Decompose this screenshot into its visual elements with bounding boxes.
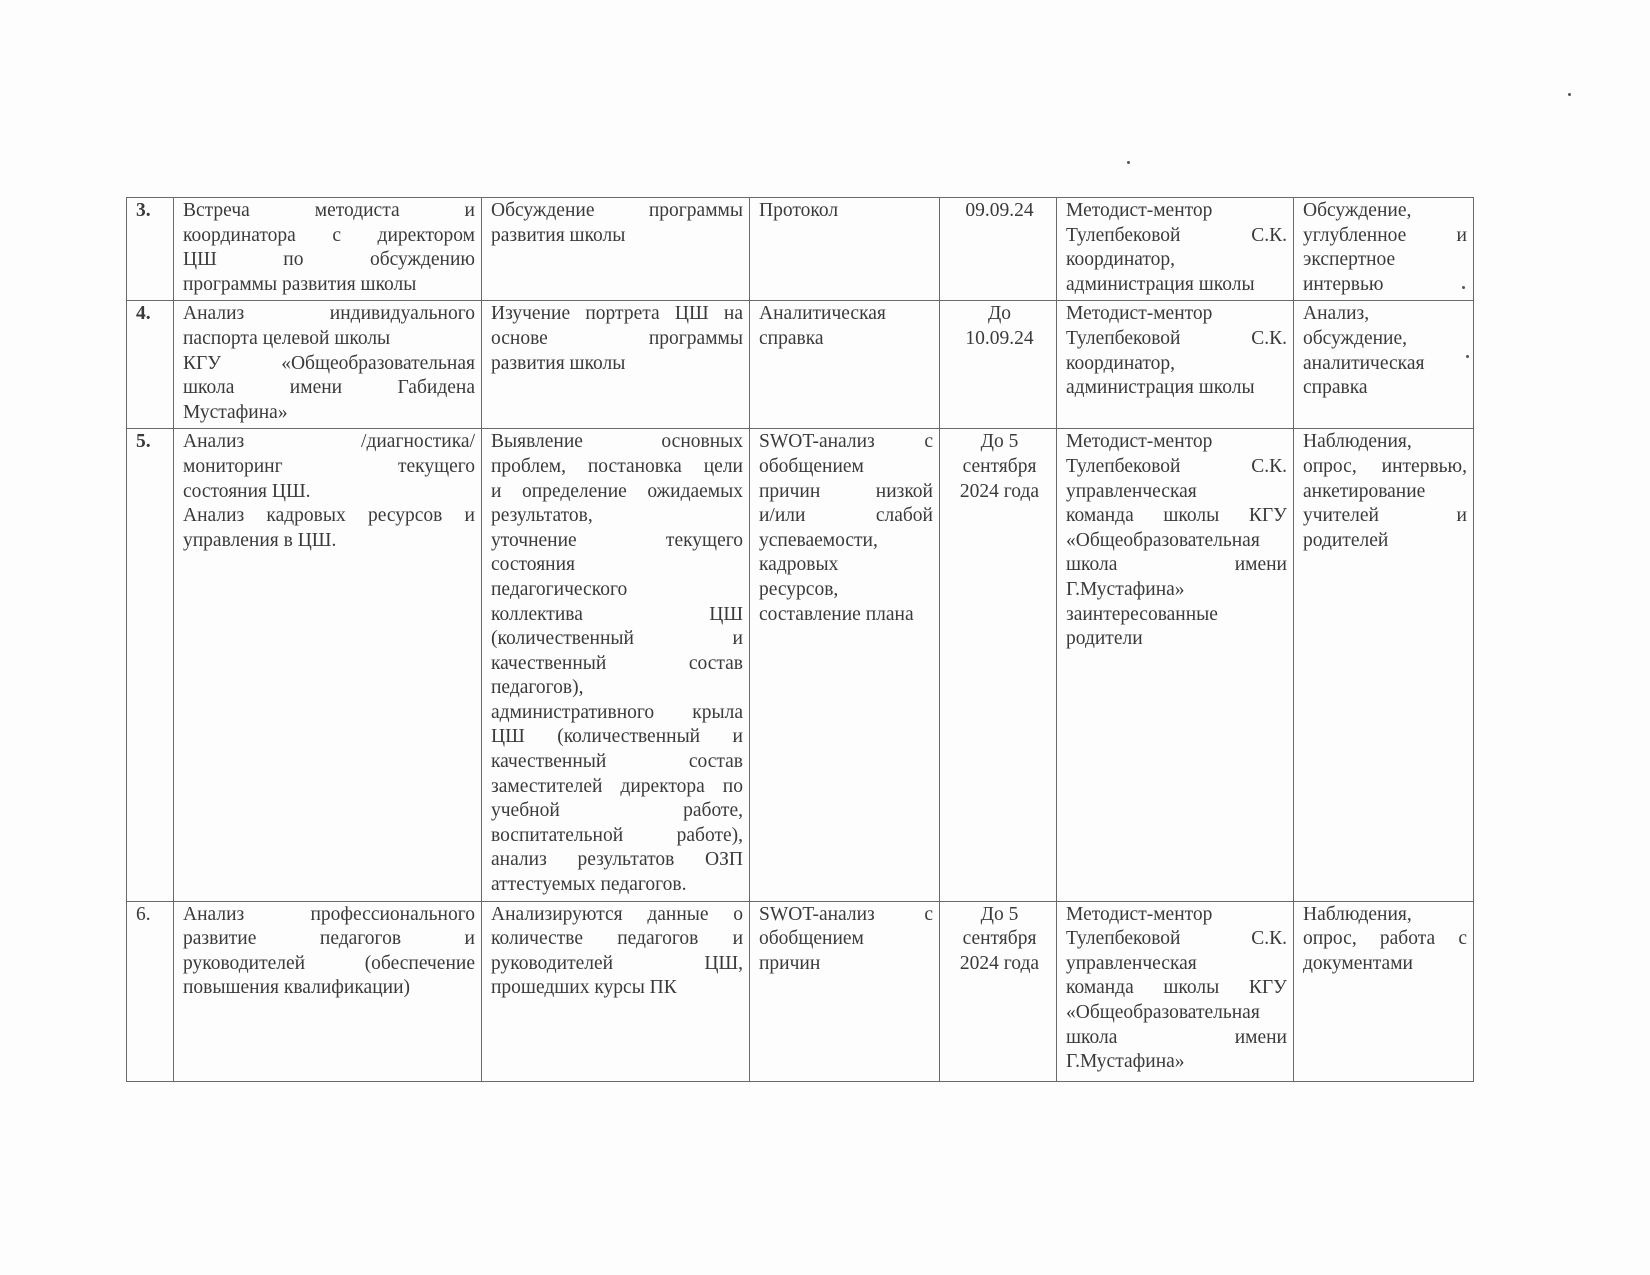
row-number: 3. [127, 198, 174, 301]
cell-line: развития школы [491, 352, 626, 374]
cell-line: результатов, [491, 505, 593, 527]
cell-line: Методист-ментор [1066, 200, 1213, 221]
activity-cell [174, 301, 482, 429]
scan-speck [1466, 355, 1469, 358]
content-cell [482, 301, 750, 429]
cell-line: SWOT-анализ с [759, 431, 933, 453]
cell-line: До [987, 303, 1012, 325]
cell-line: ЦШ по обсуждению [183, 249, 475, 271]
cell-line: углубленное и [1303, 224, 1467, 246]
cell-line: административного крыла [491, 701, 743, 723]
cell-line: коллектива ЦШ [491, 603, 743, 625]
cell-line: интервью [1303, 273, 1384, 295]
responsible-cell [1057, 198, 1294, 301]
date-cell [940, 198, 1057, 301]
cell-line: координатор, [1066, 249, 1176, 271]
date-cell [940, 901, 1057, 1081]
cell-line: анализ результатов ОЗП [491, 849, 743, 871]
cell-line: Методист-ментор [1066, 303, 1213, 325]
row-number: 5. [127, 429, 174, 901]
activity-cell [174, 429, 482, 901]
cell-line: программы развития школы [183, 273, 417, 295]
cell-line: педагогов), [491, 677, 584, 699]
cell-line: Встреча методиста и [183, 200, 475, 221]
scan-speck [1568, 93, 1571, 96]
table-row [127, 429, 1474, 901]
table-row [127, 198, 1474, 301]
content-cell [482, 198, 750, 301]
cell-line: Тулепбековой С.К. [1066, 455, 1287, 477]
cell-line: «Общеобразовательная [1066, 1002, 1260, 1023]
cell-line: Анализируются данные о [491, 903, 743, 925]
cell-line: Г.Мустафина» [1066, 578, 1185, 600]
cell-line: справка [759, 327, 824, 349]
cell-line: Наблюдения, [1303, 903, 1412, 925]
cell-line: 2024 года [959, 480, 1040, 502]
cell-line: кадровых [759, 554, 839, 576]
cell-line: КГУ «Общеобразовательная [183, 352, 475, 374]
methods-cell [1294, 198, 1474, 301]
cell-line: заместителей директора по [491, 775, 743, 797]
cell-line: Обсуждение программы [491, 200, 743, 221]
cell-line: администрация школы [1066, 273, 1255, 295]
cell-line: Выявление основных [491, 431, 743, 453]
date-cell [940, 429, 1057, 901]
cell-line: заинтересованные [1066, 603, 1218, 625]
cell-line: состояния [491, 554, 575, 576]
cell-line: руководителей ЦШ, [491, 952, 743, 974]
responsible-cell [1057, 901, 1294, 1081]
cell-line: ресурсов, [759, 578, 839, 600]
cell-line: сентября [962, 455, 1037, 477]
cell-line: команда школы КГУ [1066, 977, 1287, 999]
cell-line: SWOT-анализ с [759, 903, 933, 925]
cell-line: справка [1303, 377, 1368, 399]
date-cell [940, 301, 1057, 429]
cell-line: обсуждение, [1303, 327, 1408, 349]
cell-line: управленческая [1066, 952, 1197, 974]
activity-cell [174, 198, 482, 301]
cell-line: и определение ожидаемых [491, 480, 743, 502]
cell-line: обобщением [759, 455, 864, 477]
cell-line: качественный состав [491, 652, 743, 674]
cell-line: аналитическая [1303, 352, 1425, 374]
content-cell [482, 901, 750, 1081]
cell-line: успеваемости, [759, 529, 878, 551]
cell-line: уточнение текущего [491, 529, 743, 551]
responsible-cell [1057, 301, 1294, 429]
cell-line: опрос, работа с [1303, 928, 1467, 950]
cell-line: школа имени Габидена [183, 377, 475, 399]
cell-line: педагогического [491, 578, 628, 600]
cell-line: координатора с директором [183, 224, 475, 246]
cell-line: состояния ЦШ. [183, 480, 311, 502]
cell-line: паспорта целевой школы [183, 327, 391, 349]
cell-line: повышения квалификации) [183, 977, 411, 999]
cell-line: обобщением [759, 928, 864, 950]
table-row [127, 301, 1474, 429]
cell-line: Анализ кадровых ресурсов и [183, 505, 475, 527]
cell-line: прошедших курсы ПК [491, 977, 677, 999]
cell-line: родителей [1303, 529, 1389, 551]
cell-line: причин [759, 952, 821, 974]
result-cell [750, 198, 940, 301]
cell-line: 09.09.24 [965, 200, 1034, 221]
cell-line: мониторинг текущего [183, 455, 475, 477]
cell-line: причин низкой [759, 480, 933, 502]
result-cell [750, 901, 940, 1081]
cell-line: аттестуемых педагогов. [491, 874, 687, 896]
scan-speck [1127, 161, 1130, 164]
cell-line: школа имени [1066, 1026, 1287, 1048]
cell-line: Методист-ментор [1066, 431, 1213, 453]
cell-line: воспитательной работе), [491, 824, 743, 846]
cell-line: Протокол [759, 200, 839, 221]
result-cell [750, 429, 940, 901]
work-plan-table [126, 197, 1474, 1082]
methods-cell [1294, 301, 1474, 429]
cell-line: учебной работе, [491, 800, 743, 822]
cell-line: Тулепбековой С.К. [1066, 224, 1287, 246]
cell-line: Наблюдения, [1303, 431, 1412, 453]
cell-line: развития школы [491, 224, 626, 246]
cell-line: Г.Мустафина» [1066, 1051, 1185, 1073]
methods-cell [1294, 429, 1474, 901]
content-cell [482, 429, 750, 901]
cell-line: Тулепбековой С.К. [1066, 928, 1287, 950]
cell-line: управления в ЦШ. [183, 529, 337, 551]
cell-line: Аналитическая [759, 303, 886, 325]
cell-line: Методист-ментор [1066, 903, 1213, 925]
cell-line: Анализ профессионального [183, 903, 475, 925]
result-cell [750, 301, 940, 429]
cell-line: (количественный и [491, 628, 743, 650]
cell-line: Мустафина» [183, 401, 288, 423]
cell-line: развитие педагогов и [183, 928, 475, 950]
cell-line: управленческая [1066, 480, 1197, 502]
row-number: 6. [127, 901, 174, 1081]
cell-line: экспертное [1303, 249, 1396, 271]
cell-line: Тулепбековой С.К. [1066, 327, 1287, 349]
cell-line: опрос, интервью, [1303, 455, 1467, 477]
activity-cell [174, 901, 482, 1081]
cell-line: анкетирование [1303, 480, 1426, 502]
cell-line: основе программы [491, 327, 743, 349]
scan-speck [1462, 286, 1465, 289]
cell-line: команда школы КГУ [1066, 505, 1287, 527]
cell-line: До 5 [980, 903, 1019, 925]
cell-line: координатор, [1066, 352, 1176, 374]
responsible-cell [1057, 429, 1294, 901]
cell-line: Анализ, [1303, 303, 1370, 325]
cell-line: документами [1303, 952, 1413, 974]
cell-line: составление плана [759, 603, 914, 625]
cell-line: родители [1066, 628, 1143, 650]
cell-line: Обсуждение, [1303, 200, 1412, 221]
cell-line: руководителей (обеспечение [183, 952, 475, 974]
cell-line: Анализ /диагностика/ [183, 431, 475, 453]
row-number: 4. [127, 301, 174, 429]
cell-line: Изучение портрета ЦШ на [491, 303, 743, 325]
cell-line: школа имени [1066, 554, 1287, 576]
methods-cell [1294, 901, 1474, 1081]
cell-line: учителей и [1303, 505, 1467, 527]
cell-line: сентября [962, 928, 1037, 950]
cell-line: Анализ индивидуального [183, 303, 475, 325]
cell-line: и/или слабой [759, 505, 933, 527]
cell-line: ЦШ (количественный и [491, 726, 743, 748]
cell-line: количестве педагогов и [491, 928, 743, 950]
cell-line: проблем, постановка цели [491, 455, 743, 477]
cell-line: качественный состав [491, 751, 743, 773]
cell-line: 2024 года [959, 952, 1040, 974]
table-row [127, 901, 1474, 1081]
cell-line: 10.09.24 [965, 327, 1034, 349]
cell-line: администрация школы [1066, 377, 1255, 399]
cell-line: «Общеобразовательная [1066, 529, 1260, 551]
cell-line: До 5 [980, 431, 1019, 453]
